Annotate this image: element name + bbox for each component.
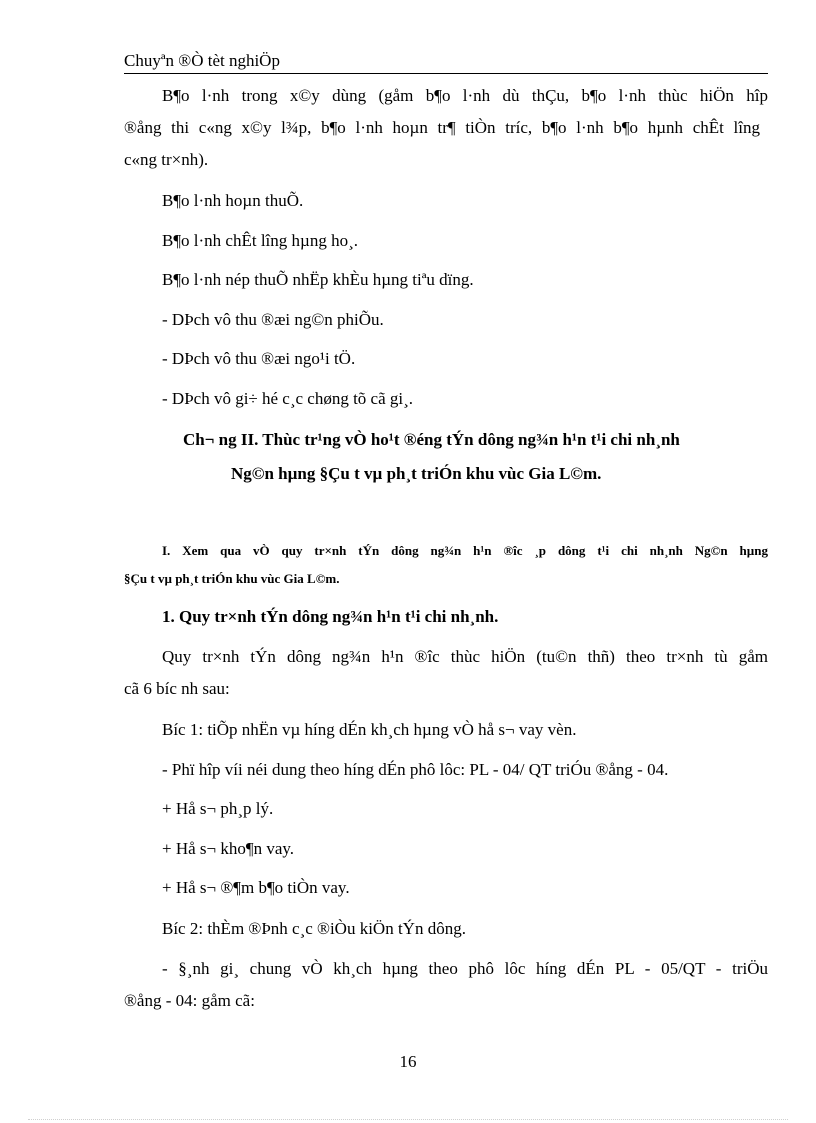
list-item: - DÞch vô gi÷ hé c¸c chøng tõ cã gi¸. [162,389,414,408]
chapter-title: Ch¬ ng II. Thùc tr¹ng vÒ ho¹t ®éng tÝn dông ng¾n h¹n t¹i chi nh¸nh [183,430,680,449]
paragraph-line: ®ång thi c«ng x©y l¾p, b¶o l·nh hoµn tr¶ tiÒn tríc, b¶o l·nh b¶o hµnh chÊt lîng [124,118,760,137]
page-bottom-divider [28,1119,788,1120]
list-item: + Hå s¬ ®¶m b¶o tiÒn vay. [162,878,350,897]
subsection-title: 1. Quy tr×nh tÝn dông ng¾n h¹n t¹i chi nh¸nh. [162,607,499,626]
paragraph-line: ®ång - 04: gåm cã: [124,991,255,1010]
list-item: + Hå s¬ kho¶n vay. [162,839,295,858]
section-title: §Çu t vµ ph¸t triÓn khu vùc Gia L©m. [124,571,340,586]
list-item: B¶o l·nh hoµn thuÕ. [162,191,304,210]
page-number: 16 [399,1052,417,1071]
section-title: I. Xem qua vÒ quy tr×nh tÝn dông ng¾n h¹n ®îc ¸p dông t¹i chi nh¸nh Ng©n hµng [162,543,768,558]
step-title: Bíc 2: thÈm ®Þnh c¸c ®iÒu kiÖn tÝn dông. [162,919,466,938]
list-item: - DÞch vô thu ®æi ng©n phiÕu. [162,310,384,329]
paragraph-line: cã 6 bíc nh sau: [124,679,230,698]
chapter-title: Ng©n hµng §Çu t vµ ph¸t triÓn khu vùc Gia L©m. [231,464,602,483]
paragraph-line: c«ng tr×nh). [124,150,209,169]
header-title: Chuyªn ®Ò tèt nghiÖp [124,51,280,70]
paragraph-line: - §¸nh gi¸ chung vÒ kh¸ch hµng theo phô lôc híng dÉn PL - 05/QT - triÖu [162,959,768,978]
list-item: - DÞch vô thu ®æi ngo¹i tÖ. [162,349,356,368]
paragraph-line: B¶o l·nh trong x©y dùng (gåm b¶o l·nh dù thÇu, b¶o l·nh thùc hiÖn hîp [162,86,768,105]
list-item: B¶o l·nh chÊt lîng hµng ho¸. [162,231,358,250]
list-item: + Hå s¬ ph¸p lý. [162,799,274,818]
paragraph-line: Quy tr×nh tÝn dông ng¾n h¹n ®îc thùc hiÖn (tu©n thñ) theo tr×nh tù gåm [162,647,768,666]
step-title: Bíc 1: tiÕp nhËn vµ híng dÉn kh¸ch hµng vÒ hå s¬ vay vèn. [162,720,577,739]
list-item: - Phï hîp víi néi dung theo híng dÉn phô lôc: PL - 04/ QT triÓu ®ång - 04. [162,760,669,779]
page-header [124,50,768,74]
list-item: B¶o l·nh nép thuÕ nhËp khÈu hµng tiªu dïng. [162,270,474,289]
